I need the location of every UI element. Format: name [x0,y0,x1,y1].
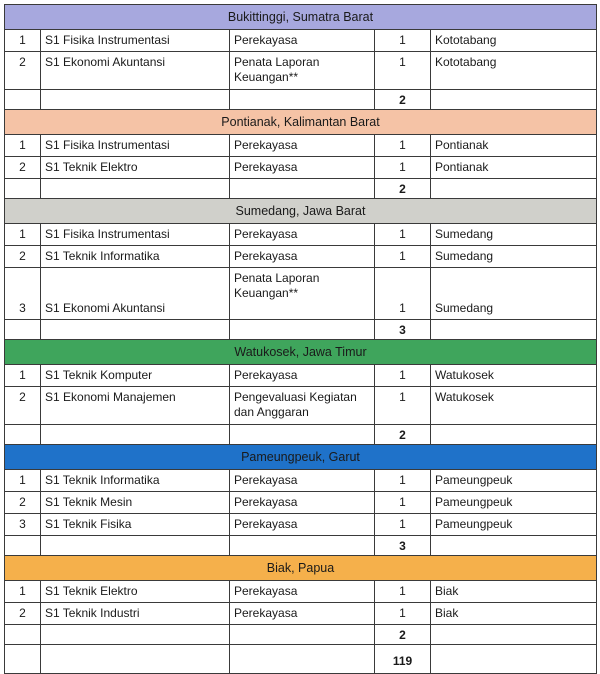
study-program: S1 Teknik Elektro [41,157,230,179]
location: Pontianak [431,157,597,179]
study-program: S1 Ekonomi Akuntansi [41,52,230,90]
study-program: S1 Ekonomi Akuntansi [41,268,230,320]
position-line: Pengevaluasi Kegiatan [234,390,357,404]
quota: 1 [375,246,431,268]
table-row [5,470,597,492]
position: Perekayasa [230,365,375,387]
location: Biak [431,581,597,603]
table-row [5,581,597,603]
subtotal-row [5,536,597,556]
section-header [5,556,597,581]
position: Perekayasa [230,224,375,246]
quota: 1 [375,470,431,492]
position-line: Keuangan** [234,286,299,300]
position-line: Keuangan** [234,70,299,84]
position: Perekayasa [230,581,375,603]
location: Pameungpeuk [431,514,597,536]
section-header [5,110,597,135]
table-row [5,224,597,246]
row-number: 2 [5,603,41,625]
position-line: Penata Laporan [234,55,320,69]
row-number: 2 [5,157,41,179]
subtotal-row [5,320,597,340]
table-row [5,603,597,625]
table-row [5,246,597,268]
row-number: 1 [5,224,41,246]
study-program: S1 Teknik Informatika [41,246,230,268]
section-header [5,340,597,365]
subtotal-row [5,425,597,445]
quota: 1 [375,514,431,536]
location: Pameungpeuk [431,492,597,514]
row-number: 1 [5,135,41,157]
position: Perekayasa [230,30,375,52]
study-program: S1 Fisika Instrumentasi [41,224,230,246]
row-number: 2 [5,246,41,268]
section-title: Pontianak, Kalimantan Barat [5,110,597,135]
subtotal: 2 [375,179,431,199]
quota: 1 [375,135,431,157]
study-program: S1 Teknik Fisika [41,514,230,536]
table-row [5,514,597,536]
quota: 1 [375,52,431,90]
row-number: 1 [5,30,41,52]
location: Pameungpeuk [431,470,597,492]
location: Kototabang [431,30,597,52]
study-program: S1 Teknik Mesin [41,492,230,514]
position [230,387,375,425]
study-program: S1 Ekonomi Manajemen [41,387,230,425]
table-row [5,52,597,90]
row-number: 3 [5,514,41,536]
subtotal-row [5,90,597,110]
study-program: S1 Teknik Komputer [41,365,230,387]
position: Perekayasa [230,246,375,268]
quota: 1 [375,603,431,625]
location: Biak [431,603,597,625]
subtotal-row [5,179,597,199]
position: Perekayasa [230,492,375,514]
position: Perekayasa [230,157,375,179]
position [230,268,375,320]
position-line: Penata Laporan [234,271,320,285]
row-number: 1 [5,365,41,387]
study-program: S1 Teknik Elektro [41,581,230,603]
row-number: 3 [5,268,41,320]
quota: 1 [375,365,431,387]
position: Perekayasa [230,135,375,157]
section-title: Bukittinggi, Sumatra Barat [5,5,597,30]
subtotal: 3 [375,320,431,340]
subtotal: 3 [375,536,431,556]
grand-total-row [5,645,597,674]
location: Pontianak [431,135,597,157]
location: Kototabang [431,52,597,90]
table-row [5,268,597,320]
quota: 1 [375,268,431,320]
table-row [5,387,597,425]
section-header [5,199,597,224]
row-number: 1 [5,581,41,603]
section-header [5,445,597,470]
table-row [5,30,597,52]
position-line: dan Anggaran [234,405,309,419]
position: Perekayasa [230,603,375,625]
table-row [5,135,597,157]
location: Sumedang [431,268,597,320]
grand-total: 119 [375,645,431,674]
subtotal: 2 [375,425,431,445]
location: Watukosek [431,387,597,425]
subtotal: 2 [375,90,431,110]
position [230,52,375,90]
section-title: Pameungpeuk, Garut [5,445,597,470]
row-number: 2 [5,492,41,514]
position: Perekayasa [230,470,375,492]
table-row [5,365,597,387]
section-header [5,5,597,30]
subtotal-row [5,625,597,645]
row-number: 2 [5,52,41,90]
quota: 1 [375,387,431,425]
study-program: S1 Teknik Industri [41,603,230,625]
location: Sumedang [431,246,597,268]
table-row [5,157,597,179]
table-row [5,492,597,514]
quota: 1 [375,30,431,52]
position: Perekayasa [230,514,375,536]
location: Sumedang [431,224,597,246]
section-title: Sumedang, Jawa Barat [5,199,597,224]
subtotal: 2 [375,625,431,645]
quota: 1 [375,581,431,603]
section-title: Biak, Papua [5,556,597,581]
section-title: Watukosek, Jawa Timur [5,340,597,365]
quota: 1 [375,492,431,514]
location: Watukosek [431,365,597,387]
study-program: S1 Teknik Informatika [41,470,230,492]
row-number: 2 [5,387,41,425]
study-program: S1 Fisika Instrumentasi [41,30,230,52]
quota: 1 [375,224,431,246]
row-number: 1 [5,470,41,492]
quota: 1 [375,157,431,179]
formation-table [4,4,597,674]
study-program: S1 Fisika Instrumentasi [41,135,230,157]
